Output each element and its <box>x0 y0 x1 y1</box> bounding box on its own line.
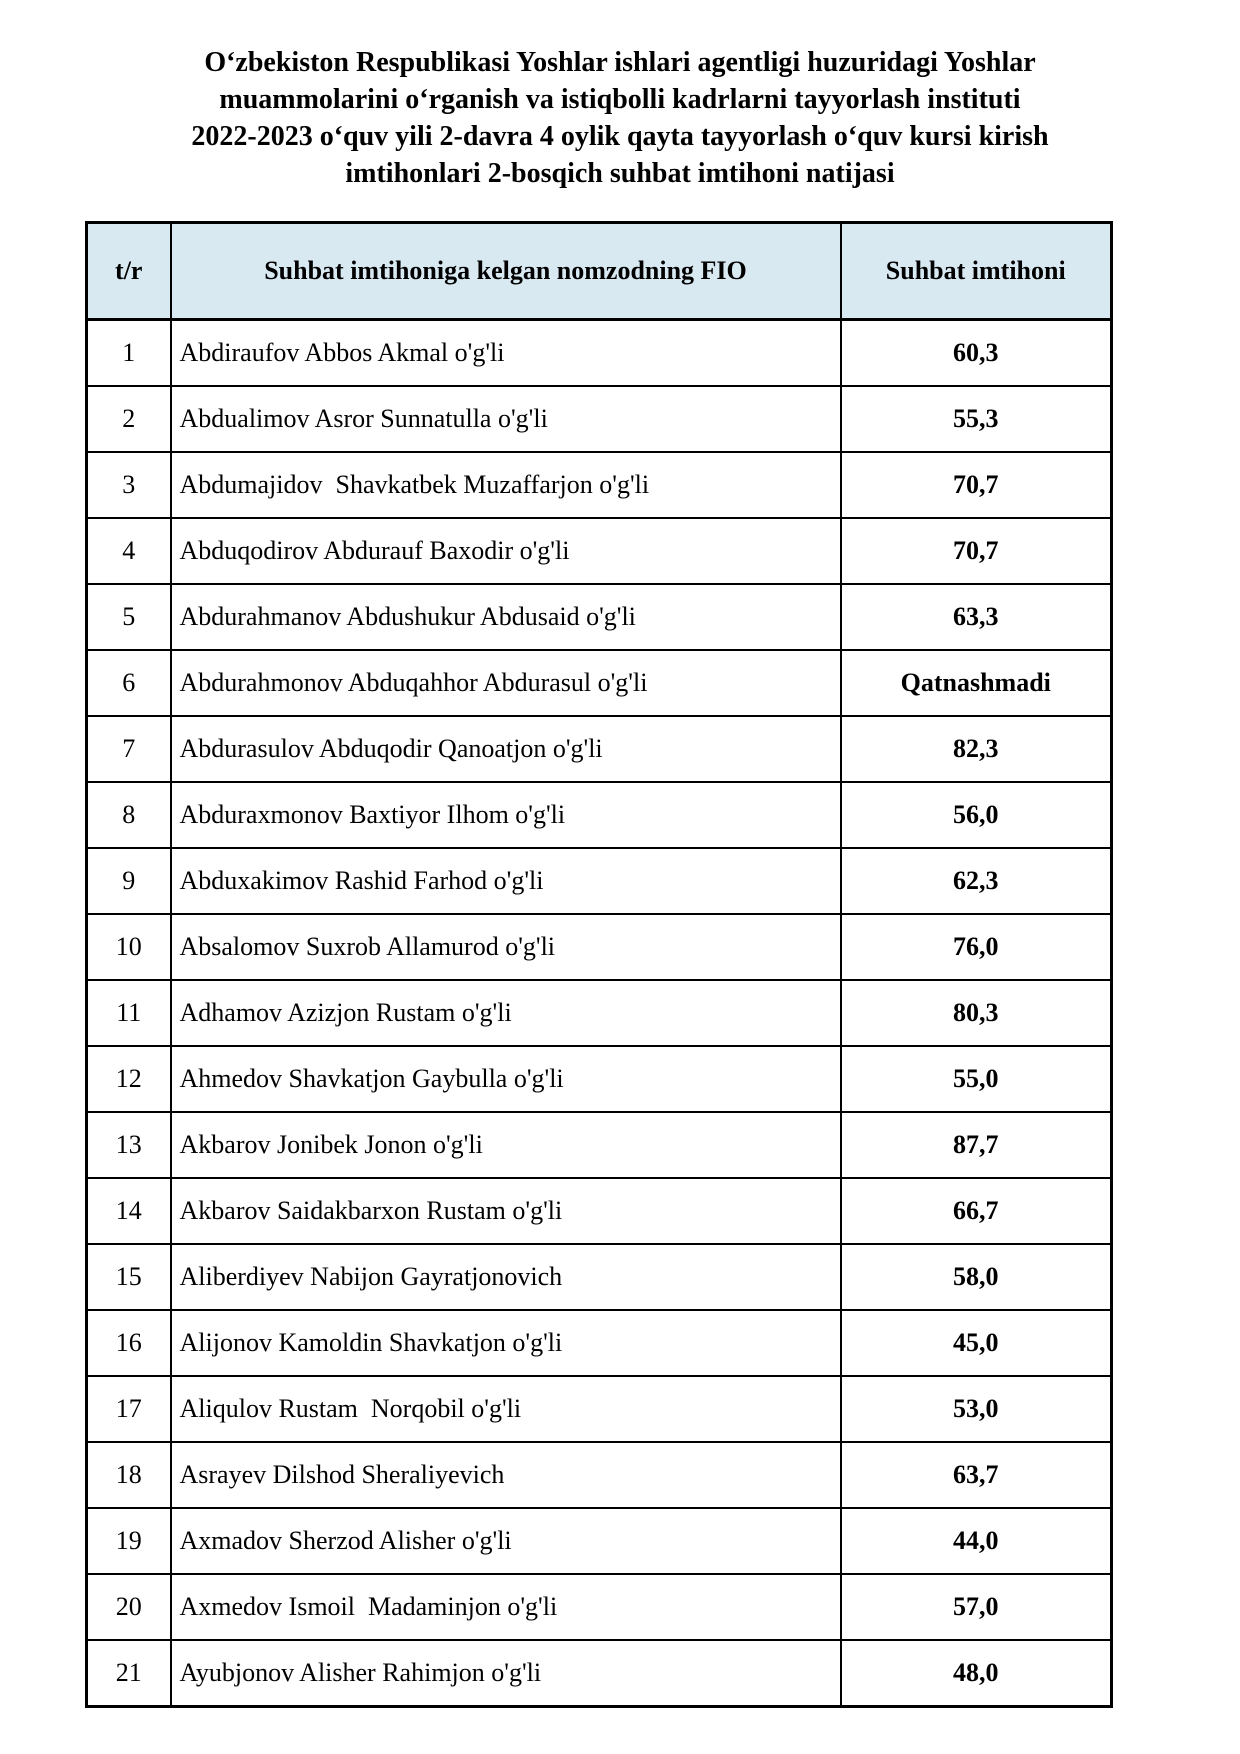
title-line: 2022-2023 oʻquv yili 2-davra 4 oylik qayta tayyorlash oʻquv kursi kirish <box>191 121 1049 152</box>
candidate-name: Akbarov Jonibek Jonon o'g'li <box>171 1112 841 1178</box>
candidate-name: Abdiraufov Abbos Akmal o'g'li <box>171 320 841 387</box>
table-row <box>87 1574 1112 1640</box>
table-row <box>87 584 1112 650</box>
exam-score: 57,0 <box>841 1574 1112 1640</box>
row-number: 9 <box>87 848 171 914</box>
column-header-name: Suhbat imtihoniga kelgan nomzodning FIO <box>171 223 841 320</box>
row-number: 16 <box>87 1310 171 1376</box>
exam-score: 63,7 <box>841 1442 1112 1508</box>
candidate-name: Abdurahmanov Abdushukur Abdusaid o'g'li <box>171 584 841 650</box>
row-number: 11 <box>87 980 171 1046</box>
column-header-score: Suhbat imtihoni <box>841 223 1112 320</box>
table-row <box>87 452 1112 518</box>
row-number: 19 <box>87 1508 171 1574</box>
table-row <box>87 980 1112 1046</box>
results-table <box>85 221 1113 1708</box>
table-row <box>87 1112 1112 1178</box>
row-number: 12 <box>87 1046 171 1112</box>
exam-score: 62,3 <box>841 848 1112 914</box>
candidate-name: Aliberdiyev Nabijon Gayratjonovich <box>171 1244 841 1310</box>
candidate-name: Alijonov Kamoldin Shavkatjon o'g'li <box>171 1310 841 1376</box>
exam-score: 58,0 <box>841 1244 1112 1310</box>
candidate-name: Aliqulov Rustam Norqobil o'g'li <box>171 1376 841 1442</box>
table-row <box>87 386 1112 452</box>
candidate-name: Ayubjonov Alisher Rahimjon o'g'li <box>171 1640 841 1707</box>
exam-score: 55,3 <box>841 386 1112 452</box>
table-row <box>87 1046 1112 1112</box>
column-header-number: t/r <box>87 223 171 320</box>
table-row <box>87 1376 1112 1442</box>
exam-score: 70,7 <box>841 452 1112 518</box>
title-line: muammolarini oʻrganish va istiqbolli kadrlarni tayyorlash instituti <box>219 84 1021 115</box>
exam-score: 66,7 <box>841 1178 1112 1244</box>
candidate-name: Axmadov Sherzod Alisher o'g'li <box>171 1508 841 1574</box>
candidate-name: Absalomov Suxrob Allamurod o'g'li <box>171 914 841 980</box>
title-line: Oʻzbekiston Respublikasi Yoshlar ishlari agentligi huzuridagi Yoshlar <box>204 47 1036 78</box>
exam-score: 82,3 <box>841 716 1112 782</box>
candidate-name: Abdumajidov Shavkatbek Muzaffarjon o'g'li <box>171 452 841 518</box>
table-row <box>87 1640 1112 1707</box>
candidate-name: Abdurahmonov Abduqahhor Abdurasul o'g'li <box>171 650 841 716</box>
row-number: 7 <box>87 716 171 782</box>
table-row <box>87 320 1112 387</box>
row-number: 8 <box>87 782 171 848</box>
exam-score: 53,0 <box>841 1376 1112 1442</box>
table-row <box>87 716 1112 782</box>
row-number: 20 <box>87 1574 171 1640</box>
table-row <box>87 518 1112 584</box>
row-number: 13 <box>87 1112 171 1178</box>
exam-score: 63,3 <box>841 584 1112 650</box>
exam-score: 44,0 <box>841 1508 1112 1574</box>
candidate-name: Axmedov Ismoil Madaminjon o'g'li <box>171 1574 841 1640</box>
exam-score: 48,0 <box>841 1640 1112 1707</box>
row-number: 3 <box>87 452 171 518</box>
page-title <box>70 44 1170 192</box>
row-number: 1 <box>87 320 171 387</box>
candidate-name: Abduxakimov Rashid Farhod o'g'li <box>171 848 841 914</box>
candidate-name: Abduqodirov Abdurauf Baxodir o'g'li <box>171 518 841 584</box>
exam-score: 80,3 <box>841 980 1112 1046</box>
candidate-name: Abdualimov Asror Sunnatulla o'g'li <box>171 386 841 452</box>
table-row <box>87 1310 1112 1376</box>
row-number: 6 <box>87 650 171 716</box>
exam-score: 87,7 <box>841 1112 1112 1178</box>
results-table-header <box>87 223 1112 320</box>
row-number: 18 <box>87 1442 171 1508</box>
title-line: imtihonlari 2-bosqich suhbat imtihoni natijasi <box>345 158 895 189</box>
row-number: 14 <box>87 1178 171 1244</box>
table-row <box>87 1178 1112 1244</box>
table-row <box>87 914 1112 980</box>
exam-score: 45,0 <box>841 1310 1112 1376</box>
row-number: 15 <box>87 1244 171 1310</box>
table-row <box>87 782 1112 848</box>
row-number: 4 <box>87 518 171 584</box>
exam-score: 70,7 <box>841 518 1112 584</box>
candidate-name: Akbarov Saidakbarxon Rustam o'g'li <box>171 1178 841 1244</box>
row-number: 5 <box>87 584 171 650</box>
table-row <box>87 1508 1112 1574</box>
row-number: 2 <box>87 386 171 452</box>
exam-score: 60,3 <box>841 320 1112 387</box>
row-number: 10 <box>87 914 171 980</box>
results-body <box>87 320 1112 1707</box>
candidate-name: Ahmedov Shavkatjon Gaybulla o'g'li <box>171 1046 841 1112</box>
candidate-name: Asrayev Dilshod Sheraliyevich <box>171 1442 841 1508</box>
candidate-name: Adhamov Azizjon Rustam o'g'li <box>171 980 841 1046</box>
exam-score: 55,0 <box>841 1046 1112 1112</box>
candidate-name: Abdurasulov Abduqodir Qanoatjon o'g'li <box>171 716 841 782</box>
table-row <box>87 1442 1112 1508</box>
row-number: 21 <box>87 1640 171 1707</box>
table-row <box>87 848 1112 914</box>
candidate-name: Abduraxmonov Baxtiyor Ilhom o'g'li <box>171 782 841 848</box>
exam-score: 56,0 <box>841 782 1112 848</box>
header-row <box>87 223 1112 320</box>
row-number: 17 <box>87 1376 171 1442</box>
exam-score: 76,0 <box>841 914 1112 980</box>
exam-score: Qatnashmadi <box>841 650 1112 716</box>
table-row <box>87 650 1112 716</box>
table-row <box>87 1244 1112 1310</box>
